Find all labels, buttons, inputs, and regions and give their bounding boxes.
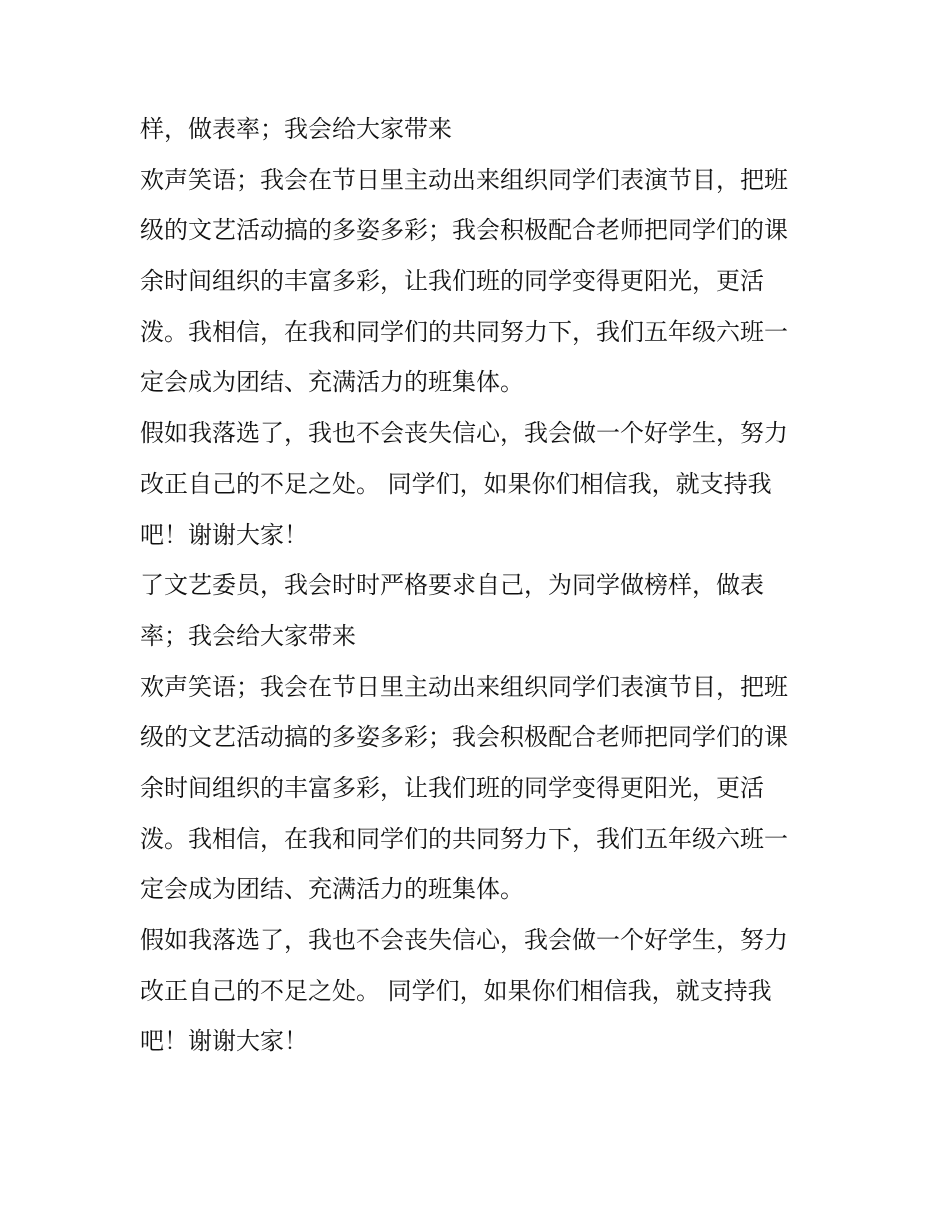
text-line: 率；我会给大家带来	[140, 621, 356, 650]
text-line: 改正自己的不足之处。 同学们，如果你们相信我，就支持我	[140, 976, 772, 1005]
text-line: 欢声笑语；我会在节日里主动出来组织同学们表演节目，把班	[140, 672, 788, 701]
text-line: 了文艺委员，我会时时严格要求自己，为同学做榜样，做表	[140, 571, 764, 600]
text-line: 级的文艺活动搞的多姿多彩；我会积极配合老师把同学们的课	[140, 723, 788, 752]
text-line: 泼。我相信，在我和同学们的共同努力下，我们五年级六班一	[140, 824, 788, 853]
document-body	[140, 104, 820, 1067]
text-line: 假如我落选了，我也不会丧失信心，我会做一个好学生，努力	[140, 926, 788, 954]
text-line: 吧！谢谢大家！	[140, 1027, 308, 1056]
text-line: 余时间组织的丰富多彩，让我们班的同学变得更阳光，更活	[140, 773, 764, 802]
text-line: 定会成为团结、充满活力的班集体。	[140, 368, 524, 397]
text-line: 样，做表率；我会给大家带来	[140, 115, 452, 143]
text-line: 泼。我相信，在我和同学们的共同努力下，我们五年级六班一	[140, 317, 788, 346]
text-line: 欢声笑语；我会在节日里主动出来组织同学们表演节目，把班	[140, 165, 788, 194]
text-line: 级的文艺活动搞的多姿多彩；我会积极配合老师把同学们的课	[140, 216, 788, 245]
text-line: 吧！谢谢大家！	[140, 520, 308, 549]
text-line: 假如我落选了，我也不会丧失信心，我会做一个好学生，努力	[140, 419, 788, 448]
text-line: 定会成为团结、充满活力的班集体。	[140, 875, 524, 904]
text-line: 改正自己的不足之处。 同学们，如果你们相信我，就支持我	[140, 469, 772, 498]
text-line: 余时间组织的丰富多彩，让我们班的同学变得更阳光，更活	[140, 267, 764, 296]
